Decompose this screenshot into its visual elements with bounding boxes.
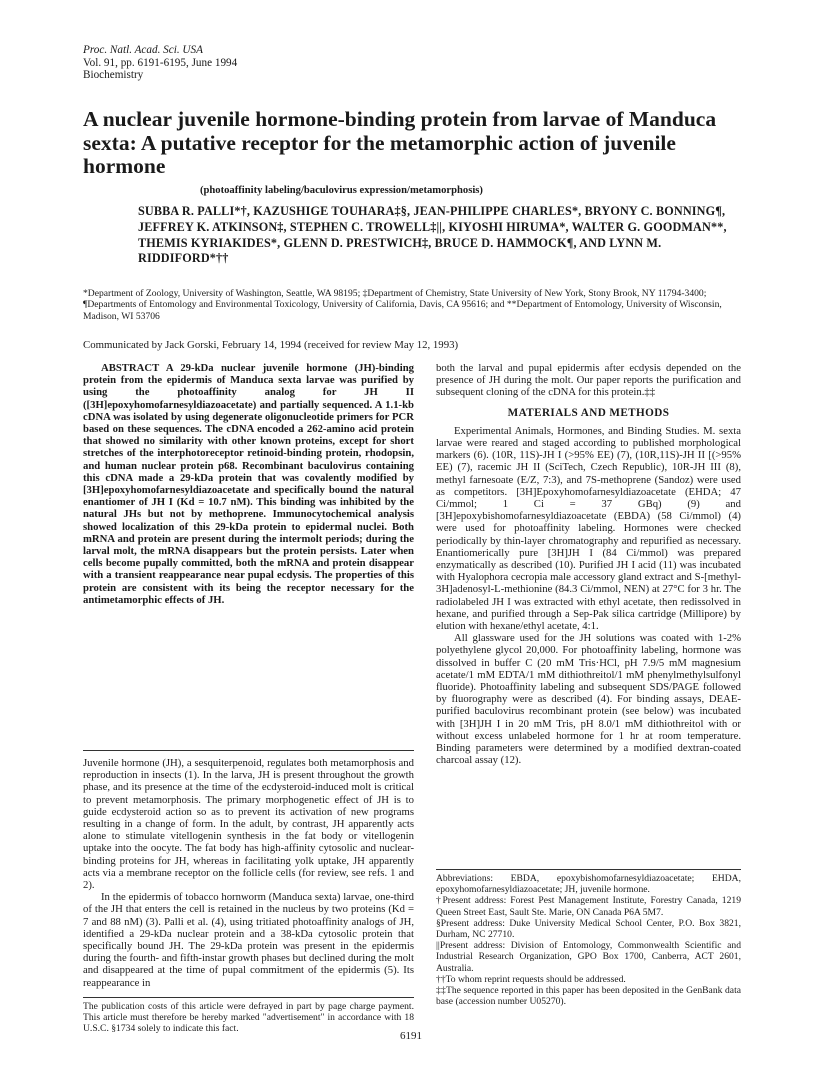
- cost-divider: [83, 997, 414, 998]
- footnotes: [436, 873, 741, 1007]
- footnote: ||Present address: Division of Entomology, Commonwealth Scientific and Industrial Research Organization, GPO Box 1700, Canberra, ACT 2601, Australia.: [436, 940, 741, 974]
- journal-section: Biochemistry: [83, 69, 144, 81]
- journal-volume: Vol. 91, pp. 6191-6195, June 1994: [83, 56, 238, 69]
- paper-title: A nuclear juvenile hormone-binding protein from larvae of Manduca sexta: A putative receptor for the metamorphic action of juvenile hormone: [83, 107, 717, 178]
- footnote: §Present address: Duke University Medical School Center, P.O. Box 3821, Durham, NC 27710.: [436, 917, 741, 941]
- cost-note-text: The publication costs of this article were defrayed in part by page charge payment. This article must therefore be hereby marked "advertisement" in accordance with 18 U.S.C. §1734 solely to indicate this fact.: [83, 1001, 414, 1035]
- affiliations: *Department of Zoology, University of Washington, Seattle, WA 98195; ‡Department of Chemistry, State University of New York, Stony Brook, NY 11794-3400; ¶Departments of Entomology and Environmental Toxicology, University of California, Davis, CA 95616; and **Department of Entomology, University of Wisconsin, Madison, WI 53706: [83, 288, 722, 322]
- methods-paragraph-2: All glassware used for the JH solutions was coated with 1-2% polyethylene glycol 20,000. For photoaffinity labeling, hormone was dissolved in buffer C (20 mM Tris·HCl, pH 7.9/5 mM magnesium acetate/1 mM EDTA/1 mM dithiothreitol/1 mM phenylmethylsulfonyl fluoride). Photoaffinity labeling and subsequent SDS/PAGE followed by fluorography were as described (4). For binding assays, DEAE-purified baculovirus recombinant protein (see below) was incubated with [3H]JH I in 20 mM Tris, pH 8.0/1 mM dithiothreitol with or without excess unlabeled hormone for 1 hr at room temperature. Binding parameters were determined by a modified dextran-coated charcoal assay (12).: [436, 632, 741, 767]
- methods-paragraph-1: Experimental Animals, Hormones, and Binding Studies. M. sexta larvae were reared and staged according to published morphological markers (6). (10R, 11S)-JH I (>95% EE) (7), (10R,11S)-JH II [(>95% EE) (7), racemic JH II (SciTech, Czech Republic), 10R-JH III (8), methyl farnesoate (E/Z, 7:3), and 7S-methoprene (Sandoz) were used as competitors. [3H]Epoxyhomofarnesyldiazoacetate (EHDA; 47 Ci/mmol; 1 Ci = 37 GBq) (9) and [3H]epoxybishomofarnesyldiazoacetate (EBDA) (58 Ci/mmol) (4) were used for photoaffinity labeling. Hormones were checked periodically by thin-layer chromatography and repurified as necessary. Enantiomerically pure [3H]JH I (84 Ci/mmol) was prepared enzymatically as described (10). Purified JH I acid (11) was incubated with Hyalophora cecropia male accessory gland extract and S-[methyl-3H]adenosyl-L-methionine (84.3 Ci/mmol, NEN) at 27°C for 3 hr. The radiolabeled JH I was extracted with ethyl acetate, then redissolved in hexane, and purified through a Sep-Pak silica cartridge (Millipore) by elution with hexane/ethyl acetate, 4:1.: [436, 424, 741, 633]
- intro-paragraph-2: In the epidermis of tobacco hornworm (Manduca sexta) larvae, one-third of the JH that enters the cell is retained in the nucleus by two proteins (Kd = 7 and 88 nM) (3). Palli et al. (4), using tritiated photoaffinity analogs of JH, identified a 29-kDa nuclear protein and a 38-kDa cytosolic protein that specifically bound JH. The 29-kDa protein was present in the epidermis during the fourth- and fifth-instar growth phases but declined during the molt and disappeared at the time of pupal commitment of the epidermis (5). Its reappearance in: [83, 891, 414, 989]
- right-paragraph-1: both the larval and pupal epidermis after ecdysis depended on the presence of JH during the molt. Our paper reports the purification and subsequent cloning of the cDNA for this protein.‡‡: [436, 362, 741, 399]
- footnote: Abbreviations: EBDA, epoxybishomofarnesyldiazoacetate; EHDA, epoxyhomofarnesyldiazoacetate; JH, juvenile hormone.: [436, 873, 741, 896]
- abstract-divider: [83, 750, 414, 751]
- footnote: ††To whom reprint requests should be addressed.: [436, 973, 626, 985]
- communicated-by: Communicated by Jack Gorski, February 14, 1994 (received for review May 12, 1993): [83, 339, 459, 351]
- abstract: ABSTRACT A 29-kDa nuclear juvenile hormone (JH)-binding protein from the epidermis of Manduca sexta larvae was purified by using the photoaffinity analog for JH II ([3H]epoxyhomofarnesyldiazoacetate) and partially sequenced. A 1.1-kb cDNA was isolated by using degenerate oligonucleotide primers for PCR based on these sequences. The cDNA encoded a 262-amino acid protein that showed no similarity with other known proteins, except for short stretches of the interphotoreceptor retinoid-binding protein, rhodopsin, and human nuclear protein p68. Recombinant baculovirus containing this cDNA made a 29-kDa protein that was covalently modified by [3H]epoxyhomofarnesyldiazoacetate and specifically bound the natural enantiomer of JH I (Kd = 10.7 nM). This binding was inhibited by the natural JHs but not by methoprene. Immunocytochemical analysis showed localization of this 29-kDa protein to epidermal nuclei. Both mRNA and protein are present during the intermolt periods; during the larval molt, the mRNA disappears but the protein persists. Later when cells become pupally committed, both the mRNA and protein disappear with a transient reappearance near pupal ecdysis. The properties of this protein are consistent with its being the receptor necessary for the antimetamorphic effects of JH.: [83, 362, 414, 606]
- journal-name: Proc. Natl. Acad. Sci. USA: [83, 44, 203, 56]
- footnote-divider: [436, 869, 741, 870]
- methods-heading: MATERIALS AND METHODS: [507, 406, 670, 419]
- keywords: (photoaffinity labeling/baculovirus expression/metamorphosis): [200, 185, 483, 196]
- footnote: ‡‡The sequence reported in this paper has been deposited in the GenBank data base (accession number U05270).: [436, 985, 741, 1008]
- author-list: SUBBA R. PALLI*†, KAZUSHIGE TOUHARA‡§, JEAN-PHILIPPE CHARLES*, BRYONY C. BONNING¶, JEFFREY K. ATKINSON‡, STEPHEN C. TROWELL‡||, KIYOSHI HIRUMA*, WALTER G. GOODMAN**, THEMIS KYRIAKIDES*, GLENN D. PRESTWICH‡, BRUCE D. HAMMOCK¶, AND LYNN M. RIDDIFORD*††: [138, 204, 727, 266]
- intro-paragraph-1: Juvenile hormone (JH), a sesquiterpenoid, regulates both metamorphosis and reproduction in insects (1). In the larva, JH is present throughout the growth phase, and its presence at the time of the ecdysteroid-induced molt is critical to prevent metamorphosis. The primary morphogenetic effect of JH is to guide ecdysteroid action so as to prevent its activation of new programs resulting in a change of form. In the adult, by contrast, JH apparently acts alone to stimulate vitellogenin synthesis in the fat body or vitellogenin uptake into the oocyte. The fat body has high-affinity cytosolic and nuclear-binding proteins for JH, whereas in facilitating yolk uptake, JH apparently acts via a membrane receptor on the follicle cells (for review, see refs. 1 and 2).: [83, 757, 414, 892]
- left-column: [83, 362, 414, 606]
- publication-cost-note: [83, 1001, 414, 1035]
- journal-header: [83, 44, 237, 82]
- page-number: 6191: [400, 1030, 422, 1042]
- right-column: [436, 362, 741, 767]
- intro-section: [83, 757, 414, 989]
- footnote: †Present address: Forest Pest Management Institute, Forestry Canada, 1219 Queen Street East, Sault Ste. Marie, ON Canada P6A 5M7.: [436, 895, 741, 918]
